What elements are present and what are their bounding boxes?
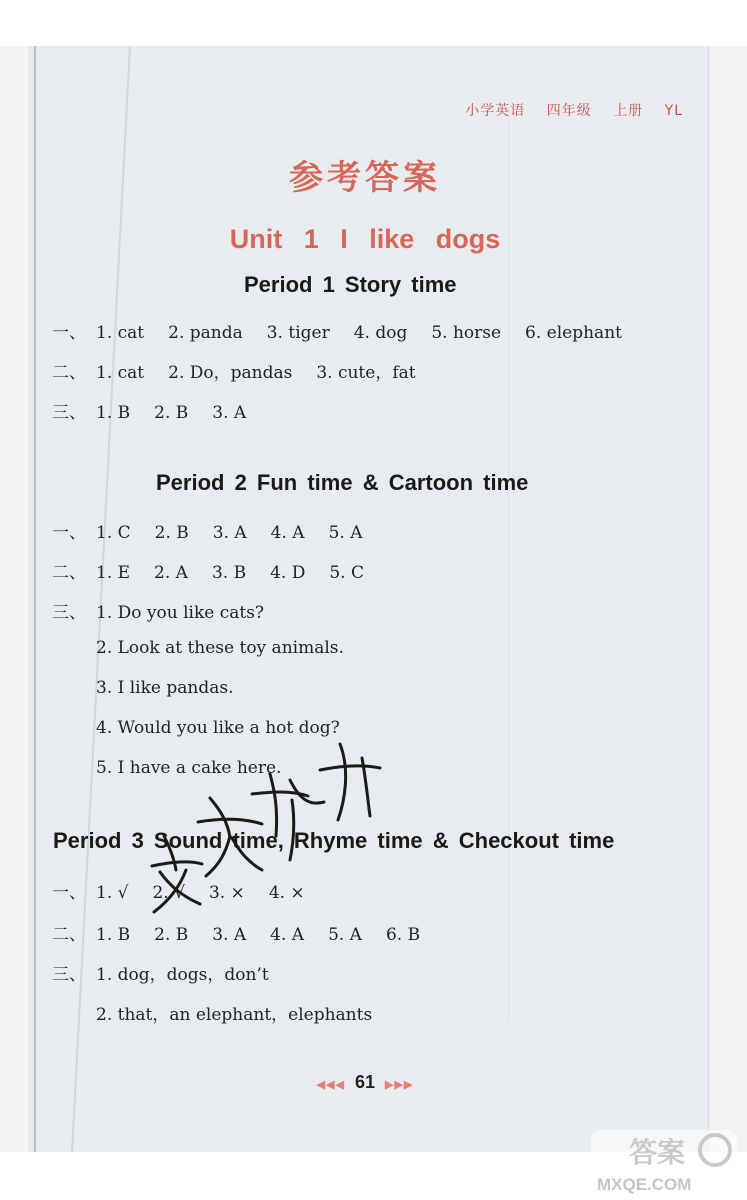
answer-item: 1. B	[96, 925, 131, 945]
answer-item: 5. A	[328, 925, 362, 945]
answer-item: 4. ×	[268, 883, 305, 903]
answer-item: 2. B	[154, 523, 189, 543]
answer-line	[52, 598, 264, 623]
answer-item: 1. dog，dogs，don’t	[96, 965, 269, 985]
answer-item: 5. C	[329, 563, 364, 583]
answer-item: 1. cat	[96, 363, 145, 383]
running-header	[465, 100, 683, 120]
answer-item: 4. Would you like a hot dog?	[96, 718, 340, 738]
book-spine-edge	[34, 46, 36, 1152]
answer-item: 4. D	[270, 563, 306, 583]
right-arrows-icon: ▶▶▶	[385, 1079, 414, 1091]
answer-line	[52, 318, 646, 343]
header-subject: 小学英语	[465, 103, 526, 119]
header-grade: 四年级	[546, 103, 592, 119]
answer-line	[52, 558, 388, 583]
section-label: 三、	[52, 603, 86, 623]
answer-item: 2. A	[154, 563, 188, 583]
answer-item: 3. A	[212, 523, 247, 543]
show-through-line	[508, 120, 509, 1020]
page-title: 参考答案	[289, 158, 441, 198]
page-edge-strip	[708, 46, 747, 1152]
section-label: 一、	[52, 323, 86, 343]
section-label: 三、	[52, 965, 86, 985]
answer-item: 2. Do，pandas	[168, 363, 293, 383]
answer-item: 1. Do you like cats?	[96, 603, 265, 623]
header-volume: 上册	[613, 103, 644, 119]
section-label: 二、	[52, 363, 86, 383]
answer-line	[96, 638, 344, 658]
answer-item: 2. B	[154, 925, 189, 945]
top-margin	[0, 0, 747, 46]
answer-item: 3. I like pandas.	[96, 678, 234, 698]
page-number: 61	[354, 1072, 376, 1092]
answer-line	[96, 678, 234, 698]
answer-item: 6. B	[385, 925, 421, 945]
answer-item: 6. elephant	[525, 323, 622, 343]
answer-item: 1. cat	[96, 323, 145, 343]
answer-line	[52, 358, 440, 383]
page-number-footer	[0, 1072, 730, 1093]
answer-item: 2. that，an elephant，elephants	[96, 1005, 373, 1025]
header-edition: YL	[664, 103, 683, 119]
answer-item: 3. ×	[208, 883, 245, 903]
answer-item: 5. I have a cake here.	[96, 758, 282, 778]
section-label: 二、	[52, 563, 86, 583]
answer-item: 1. √	[96, 883, 129, 903]
section-label: 二、	[52, 925, 86, 945]
period-heading: Period 3 Sound time, Rhyme time & Checkout time	[53, 828, 615, 853]
section-label: 一、	[52, 883, 86, 903]
section-label: 一、	[52, 523, 86, 543]
answer-item: 3. A	[212, 925, 247, 945]
answer-line	[52, 960, 269, 985]
period-heading: Period 2 Fun time & Cartoon time	[156, 470, 529, 495]
answer-item: 5. horse	[431, 323, 502, 343]
answer-line	[96, 1000, 372, 1025]
watermark-logo	[589, 1126, 739, 1196]
unit-heading: Unit 1 I like dogs	[229, 224, 501, 254]
answer-item: 2. √	[152, 883, 185, 903]
left-arrows-icon: ◀◀◀	[316, 1079, 345, 1091]
answer-item: 2. B	[154, 403, 189, 423]
answer-item: 2. panda	[168, 323, 243, 343]
answer-item: 4. A	[270, 523, 305, 543]
answer-line	[96, 718, 340, 738]
period-heading: Period 1 Story time	[244, 272, 457, 297]
answer-item: 1. C	[96, 523, 131, 543]
section-label: 三、	[52, 403, 86, 423]
watermark-top: 答案	[629, 1136, 686, 1169]
answer-item: 3. cute，fat	[316, 363, 416, 383]
answer-item: 3. tiger	[266, 323, 330, 343]
answer-item: 5. A	[328, 523, 363, 543]
answer-item: 4. dog	[353, 323, 408, 343]
answer-line	[52, 920, 444, 945]
answer-item: 3. A	[212, 403, 247, 423]
answer-item: 4. A	[270, 925, 305, 945]
answer-item: 3. B	[211, 563, 247, 583]
answer-line	[52, 518, 386, 543]
handwritten-scribble	[140, 740, 390, 920]
answer-item: 1. B	[96, 403, 131, 423]
answer-line	[52, 398, 270, 423]
answer-item: 2. Look at these toy animals.	[96, 638, 344, 658]
watermark-bottom: MXQE.COM	[597, 1175, 692, 1194]
answer-item: 1. E	[96, 563, 131, 583]
